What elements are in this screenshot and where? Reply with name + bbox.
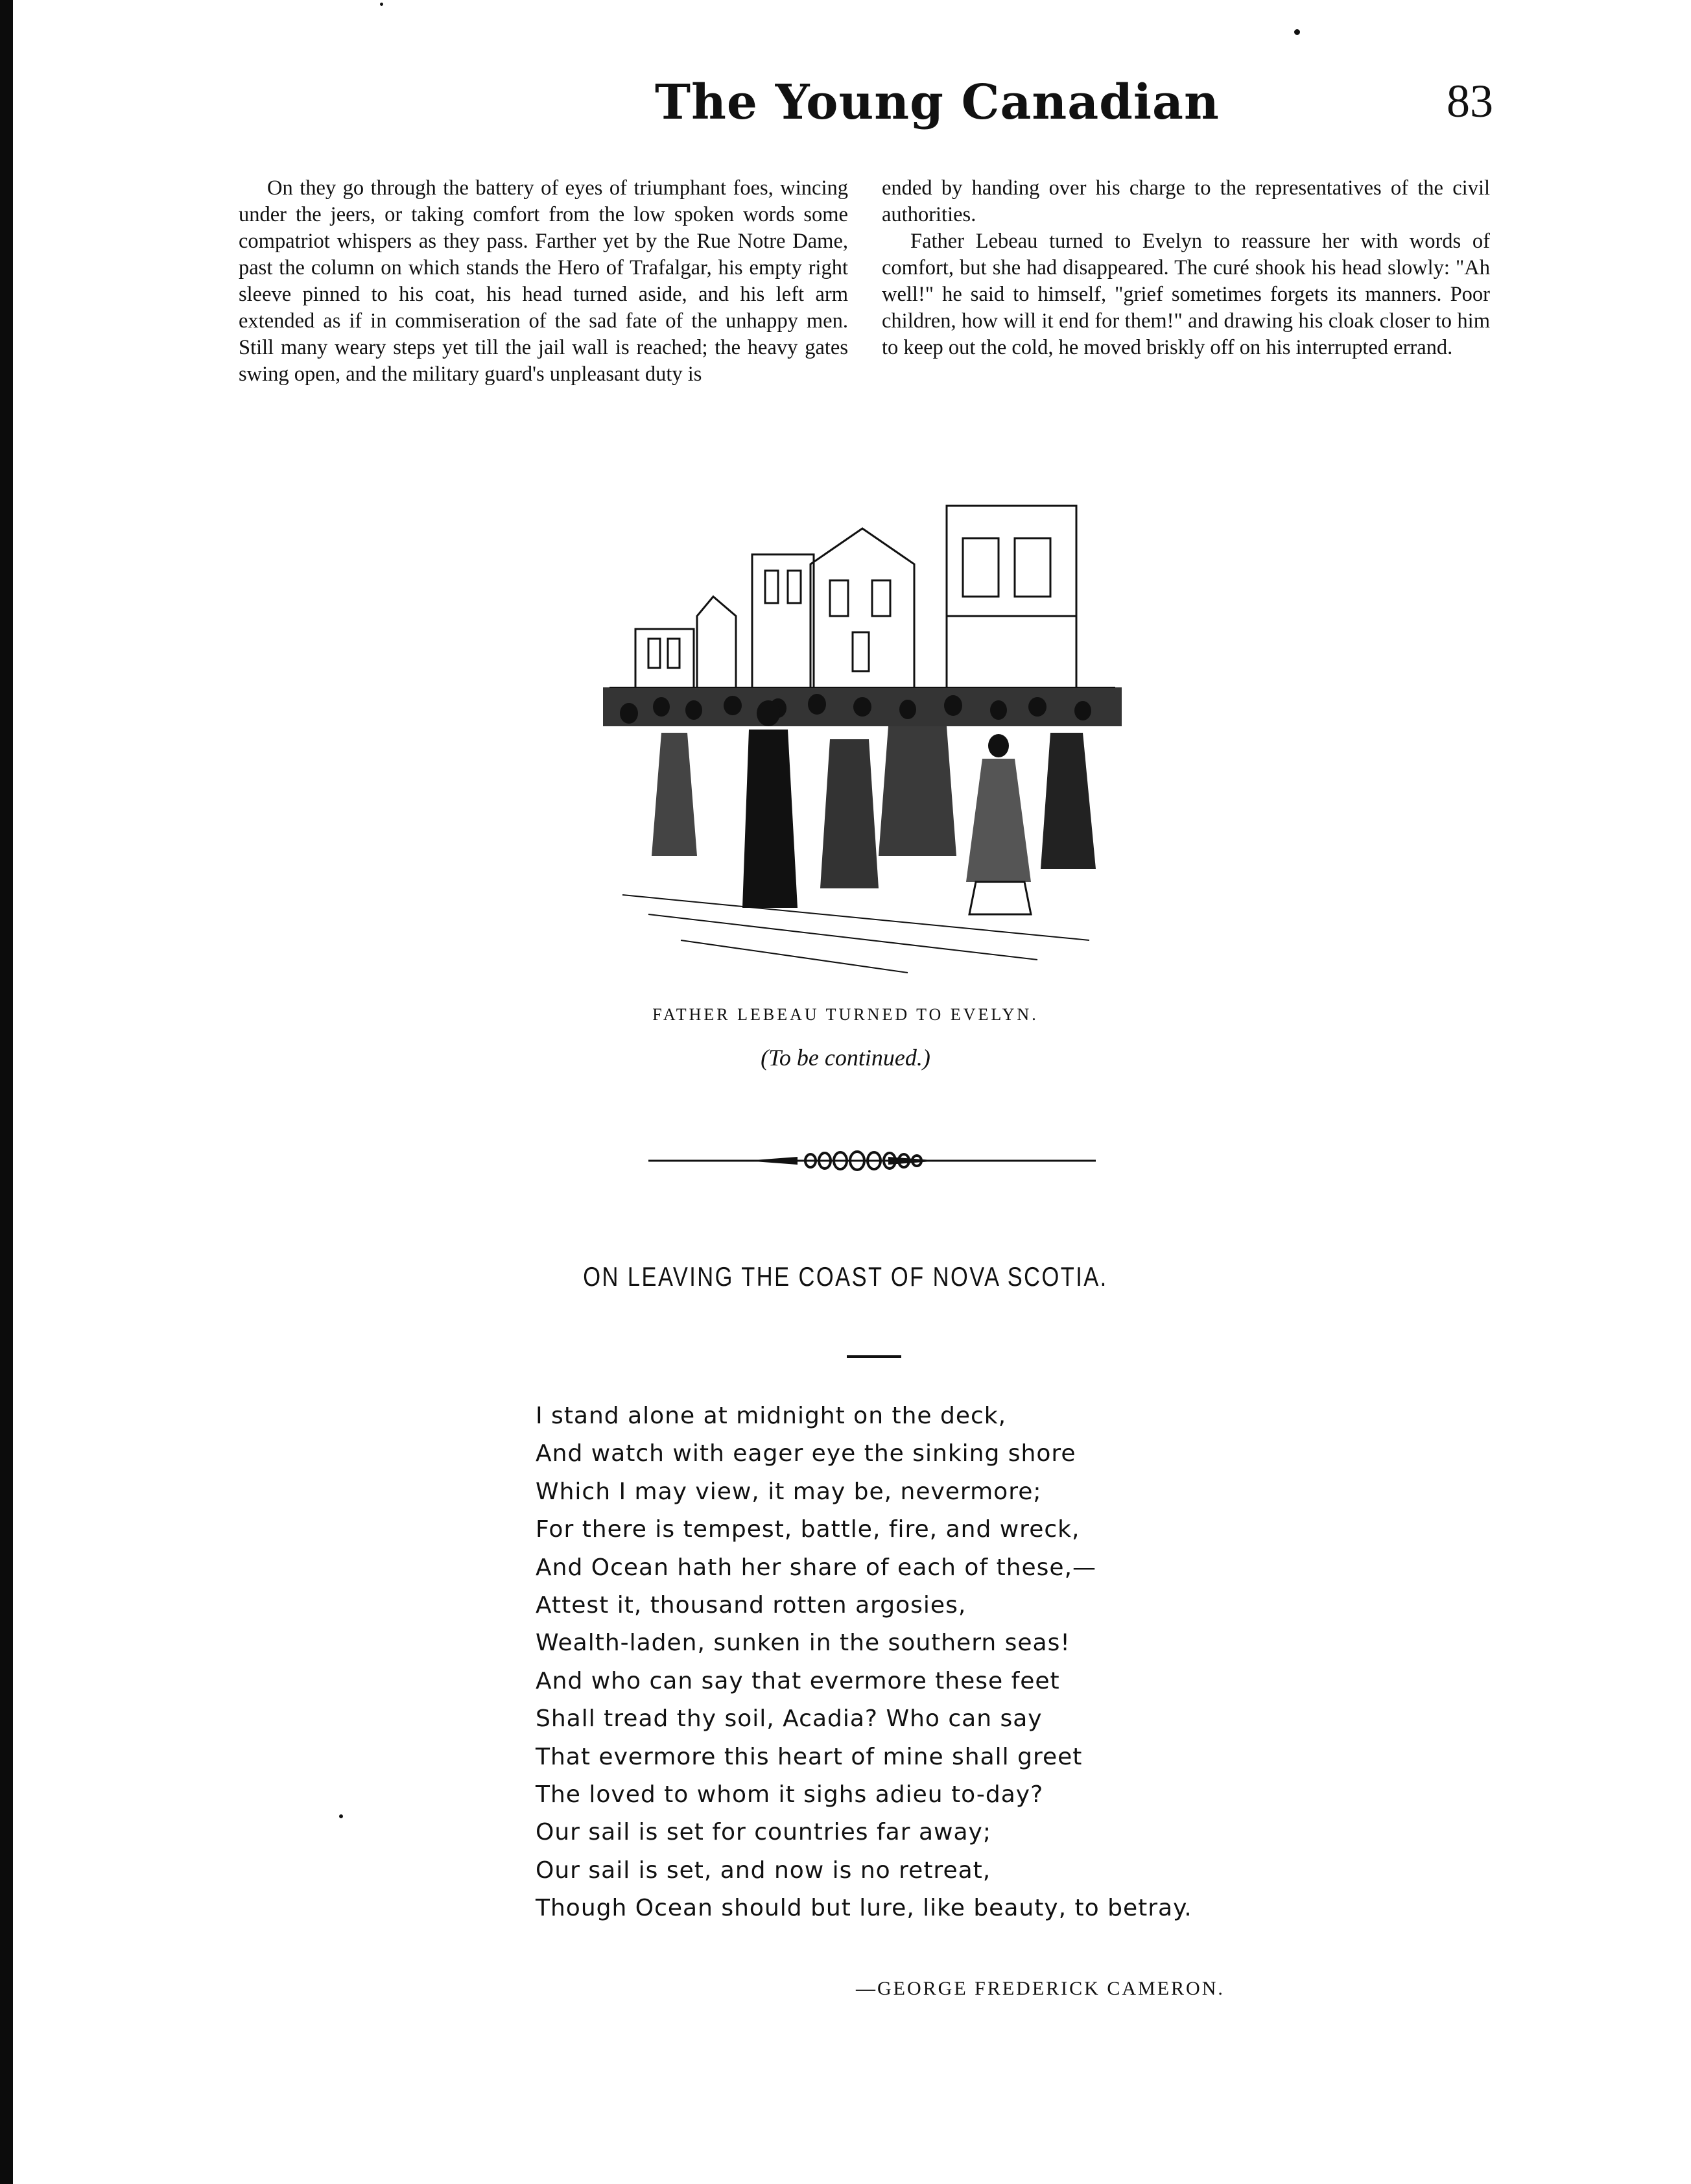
scan-speck — [380, 3, 383, 6]
scan-speck — [1294, 29, 1300, 35]
left-column — [239, 175, 848, 388]
paragraph: Father Lebeau turned to Evelyn to reassure her with words of comfort, but she had disappeared. The curé shook his head slowly: "Ah well!" he said to himself, "grief sometimes forgets its manners. Poor children, how will it end for them!" and drawing his cloak closer to him to keep out the cold, he moved briskly off on his interrupted errand. — [882, 230, 1490, 359]
poem-line: And Ocean hath her share of each of these,— — [536, 1554, 1097, 1581]
poem-line: And who can say that evermore these feet — [536, 1667, 1060, 1694]
paragraph: ended by handing over his charge to the representatives of the civil authorities. — [882, 176, 1490, 226]
poem-line: Though Ocean should but lure, like beauty, to betray. — [536, 1895, 1192, 1922]
poem-attribution: —GEORGE FREDERICK CAMERON. — [856, 1978, 1225, 1999]
street-crowd-illustration — [584, 493, 1141, 992]
scan-speck — [339, 1814, 343, 1818]
poem-body — [536, 1397, 1192, 1928]
page-header — [0, 75, 1691, 146]
poem-line: For there is tempest, battle, fire, and wreck, — [536, 1516, 1080, 1543]
scan-edge-bar — [0, 0, 13, 2184]
poem-line: Our sail is set for countries far away; — [536, 1819, 991, 1846]
poem-line: The loved to whom it sighs adieu to-day? — [536, 1781, 1044, 1809]
running-title: The Young Canadian — [655, 75, 1220, 130]
to-be-continued: (To be continued.) — [761, 1045, 930, 1071]
poem-line: I stand alone at midnight on the deck, — [536, 1403, 1007, 1429]
poem-line: Wealth-laden, sunken in the southern seas! — [536, 1630, 1070, 1657]
poem-title: ON LEAVING THE COAST OF NOVA SCOTIA. — [583, 1261, 1108, 1292]
poem-line: And watch with eager eye the sinking shore — [536, 1440, 1076, 1467]
ornamental-rule — [648, 1148, 1096, 1174]
right-column — [882, 175, 1490, 361]
poem-line: That evermore this heart of mine shall greet — [536, 1743, 1083, 1770]
paragraph: On they go through the battery of eyes of triumphant foes, wincing under the jeers, or taking comfort from the low spoken words some compatriot whispers as they pass. Farther yet by the Rue Notre Dame, past the column on which stands the Hero of Trafalgar, his empty right sleeve pinned to his coat, his head turned aside, and his left arm extended as if in commiseration of the sad fate of the unhappy men. Still many weary steps yet till the jail wall is reached; the heavy gates swing open, and the military guard's unpleasant duty is — [239, 176, 848, 386]
poem-line: Shall tread thy soil, Acadia? Who can say — [536, 1705, 1043, 1733]
poem-line: Attest it, thousand rotten argosies, — [536, 1592, 967, 1619]
illustration-caption: FATHER LEBEAU TURNED TO EVELYN. — [652, 1005, 1039, 1024]
short-divider — [847, 1355, 901, 1358]
poem-line: Our sail is set, and now is no retreat, — [536, 1857, 991, 1884]
poem-line: Which I may view, it may be, nevermore; — [536, 1478, 1042, 1505]
page-number: 83 — [1447, 75, 1493, 127]
